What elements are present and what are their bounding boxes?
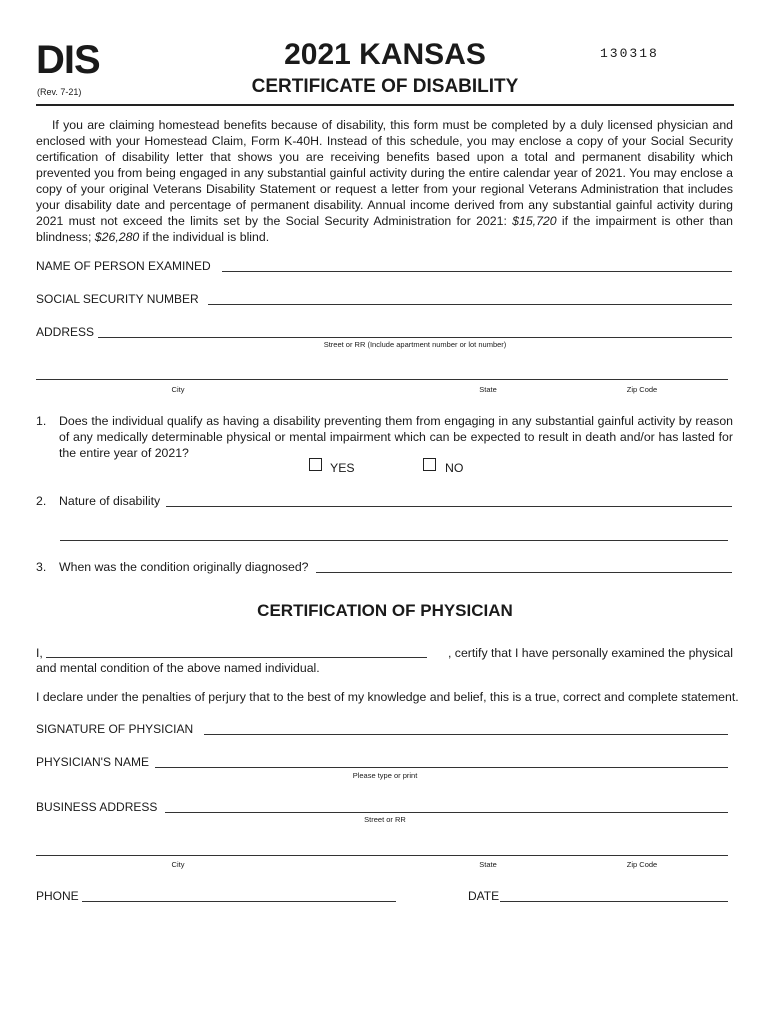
physician-name-label: PHYSICIAN'S NAME	[36, 755, 149, 769]
nature-of-disability-field-line-2[interactable]	[60, 540, 728, 541]
question-1-text: Does the individual qualify as having a disability preventing them from engaging in any substantial gainful activity by reason of any medically determinable physical or mental impairment which can be expected to result in death and/or has lasted for the entire year of 2021?	[59, 414, 733, 460]
address-label: ADDRESS	[36, 325, 95, 339]
name-label: NAME OF PERSON EXAMINED	[36, 259, 211, 273]
address-city-state-zip-field[interactable]	[36, 379, 728, 380]
form-code: DIS	[36, 38, 100, 82]
revision-date: (Rev. 7-21)	[37, 87, 82, 97]
header-divider	[36, 104, 734, 106]
business-street-caption: Street or RR	[364, 815, 406, 824]
phone-label: PHONE	[36, 889, 79, 903]
business-city-state-zip-field[interactable]	[36, 855, 728, 856]
date-field[interactable]	[500, 901, 728, 902]
signature-field[interactable]	[204, 734, 728, 735]
form-title: 2021 KANSAS	[284, 38, 486, 71]
instructions-text-3: if the individual is blind.	[139, 230, 270, 244]
instructions-paragraph	[36, 117, 733, 245]
diagnosis-date-field[interactable]	[316, 572, 732, 573]
ssn-label: SOCIAL SECURITY NUMBER	[36, 292, 199, 306]
certify-statement-2: and mental condition of the above named individual.	[36, 661, 320, 675]
instructions-text-1: If you are claiming homestead benefits because of disability, this form must be completed by a duly licensed physician and enclosed with your Homestead Claim, Form K-40H. Instead of this schedule, you may enclose a copy of your Social Security certification of disability letter that shows you are receiving benefits based upon a total and permanent disability which prevented you from being engaged in any substantial gainful activity during the entire calendar year of 2021. You may enclose a copy of your original Veterans Disability Statement or request a letter from your regional Veterans Administration that includes your disability date and percentage of permanent disability. Annual income derived from any substantial gainful activity during 2021 must not exceed the limits set by the Social Security Administration for 2021:	[36, 118, 733, 228]
physician-name-field[interactable]	[155, 767, 728, 768]
name-field[interactable]	[222, 271, 732, 272]
instructions-text-2: if the impairment is other than blindness;	[36, 214, 734, 244]
business-state-caption: State	[479, 860, 497, 869]
zip-caption: Zip Code	[626, 385, 658, 394]
question-3-label: When was the condition originally diagnosed?	[59, 560, 309, 574]
business-zip-caption: Zip Code	[626, 860, 658, 869]
business-address-label: BUSINESS ADDRESS	[36, 800, 158, 814]
date-label: DATE	[468, 889, 500, 903]
certify-i-label: I,	[36, 646, 43, 660]
city-caption: City	[171, 385, 185, 394]
physician-certify-name-field[interactable]	[46, 657, 427, 658]
physician-name-caption: Please type or print	[352, 771, 418, 780]
no-label: NO	[445, 461, 464, 475]
certification-title: CERTIFICATION OF PHYSICIAN	[257, 601, 513, 620]
yes-checkbox[interactable]	[309, 458, 322, 471]
income-limit-blind: $26,280	[94, 230, 140, 244]
business-city-caption: City	[171, 860, 185, 869]
address-street-caption: Street or RR (Include apartment number or lot number)	[323, 340, 507, 349]
nature-of-disability-field[interactable]	[166, 506, 732, 507]
question-2-number: 2.	[36, 494, 47, 508]
question-1	[36, 413, 733, 463]
question-3-number: 3.	[36, 560, 47, 574]
form-number: 130318	[600, 46, 659, 61]
income-limit-non-blind: $15,720	[512, 214, 557, 228]
question-1-number: 1.	[36, 414, 47, 428]
business-address-street-field[interactable]	[165, 812, 728, 813]
certify-statement: , certify that I have personally examined the physical	[447, 646, 733, 660]
phone-field[interactable]	[82, 901, 396, 902]
question-2-label: Nature of disability	[59, 494, 161, 508]
state-caption: State	[479, 385, 497, 394]
no-checkbox[interactable]	[423, 458, 436, 471]
signature-label: SIGNATURE OF PHYSICIAN	[36, 722, 194, 736]
ssn-field[interactable]	[208, 304, 732, 305]
yes-label: YES	[330, 461, 355, 475]
form-subtitle: CERTIFICATE OF DISABILITY	[251, 76, 519, 97]
address-street-field[interactable]	[98, 337, 732, 338]
perjury-declaration: I declare under the penalties of perjury that to the best of my knowledge and belief, this is a true, correct and complete statement.	[36, 690, 739, 704]
